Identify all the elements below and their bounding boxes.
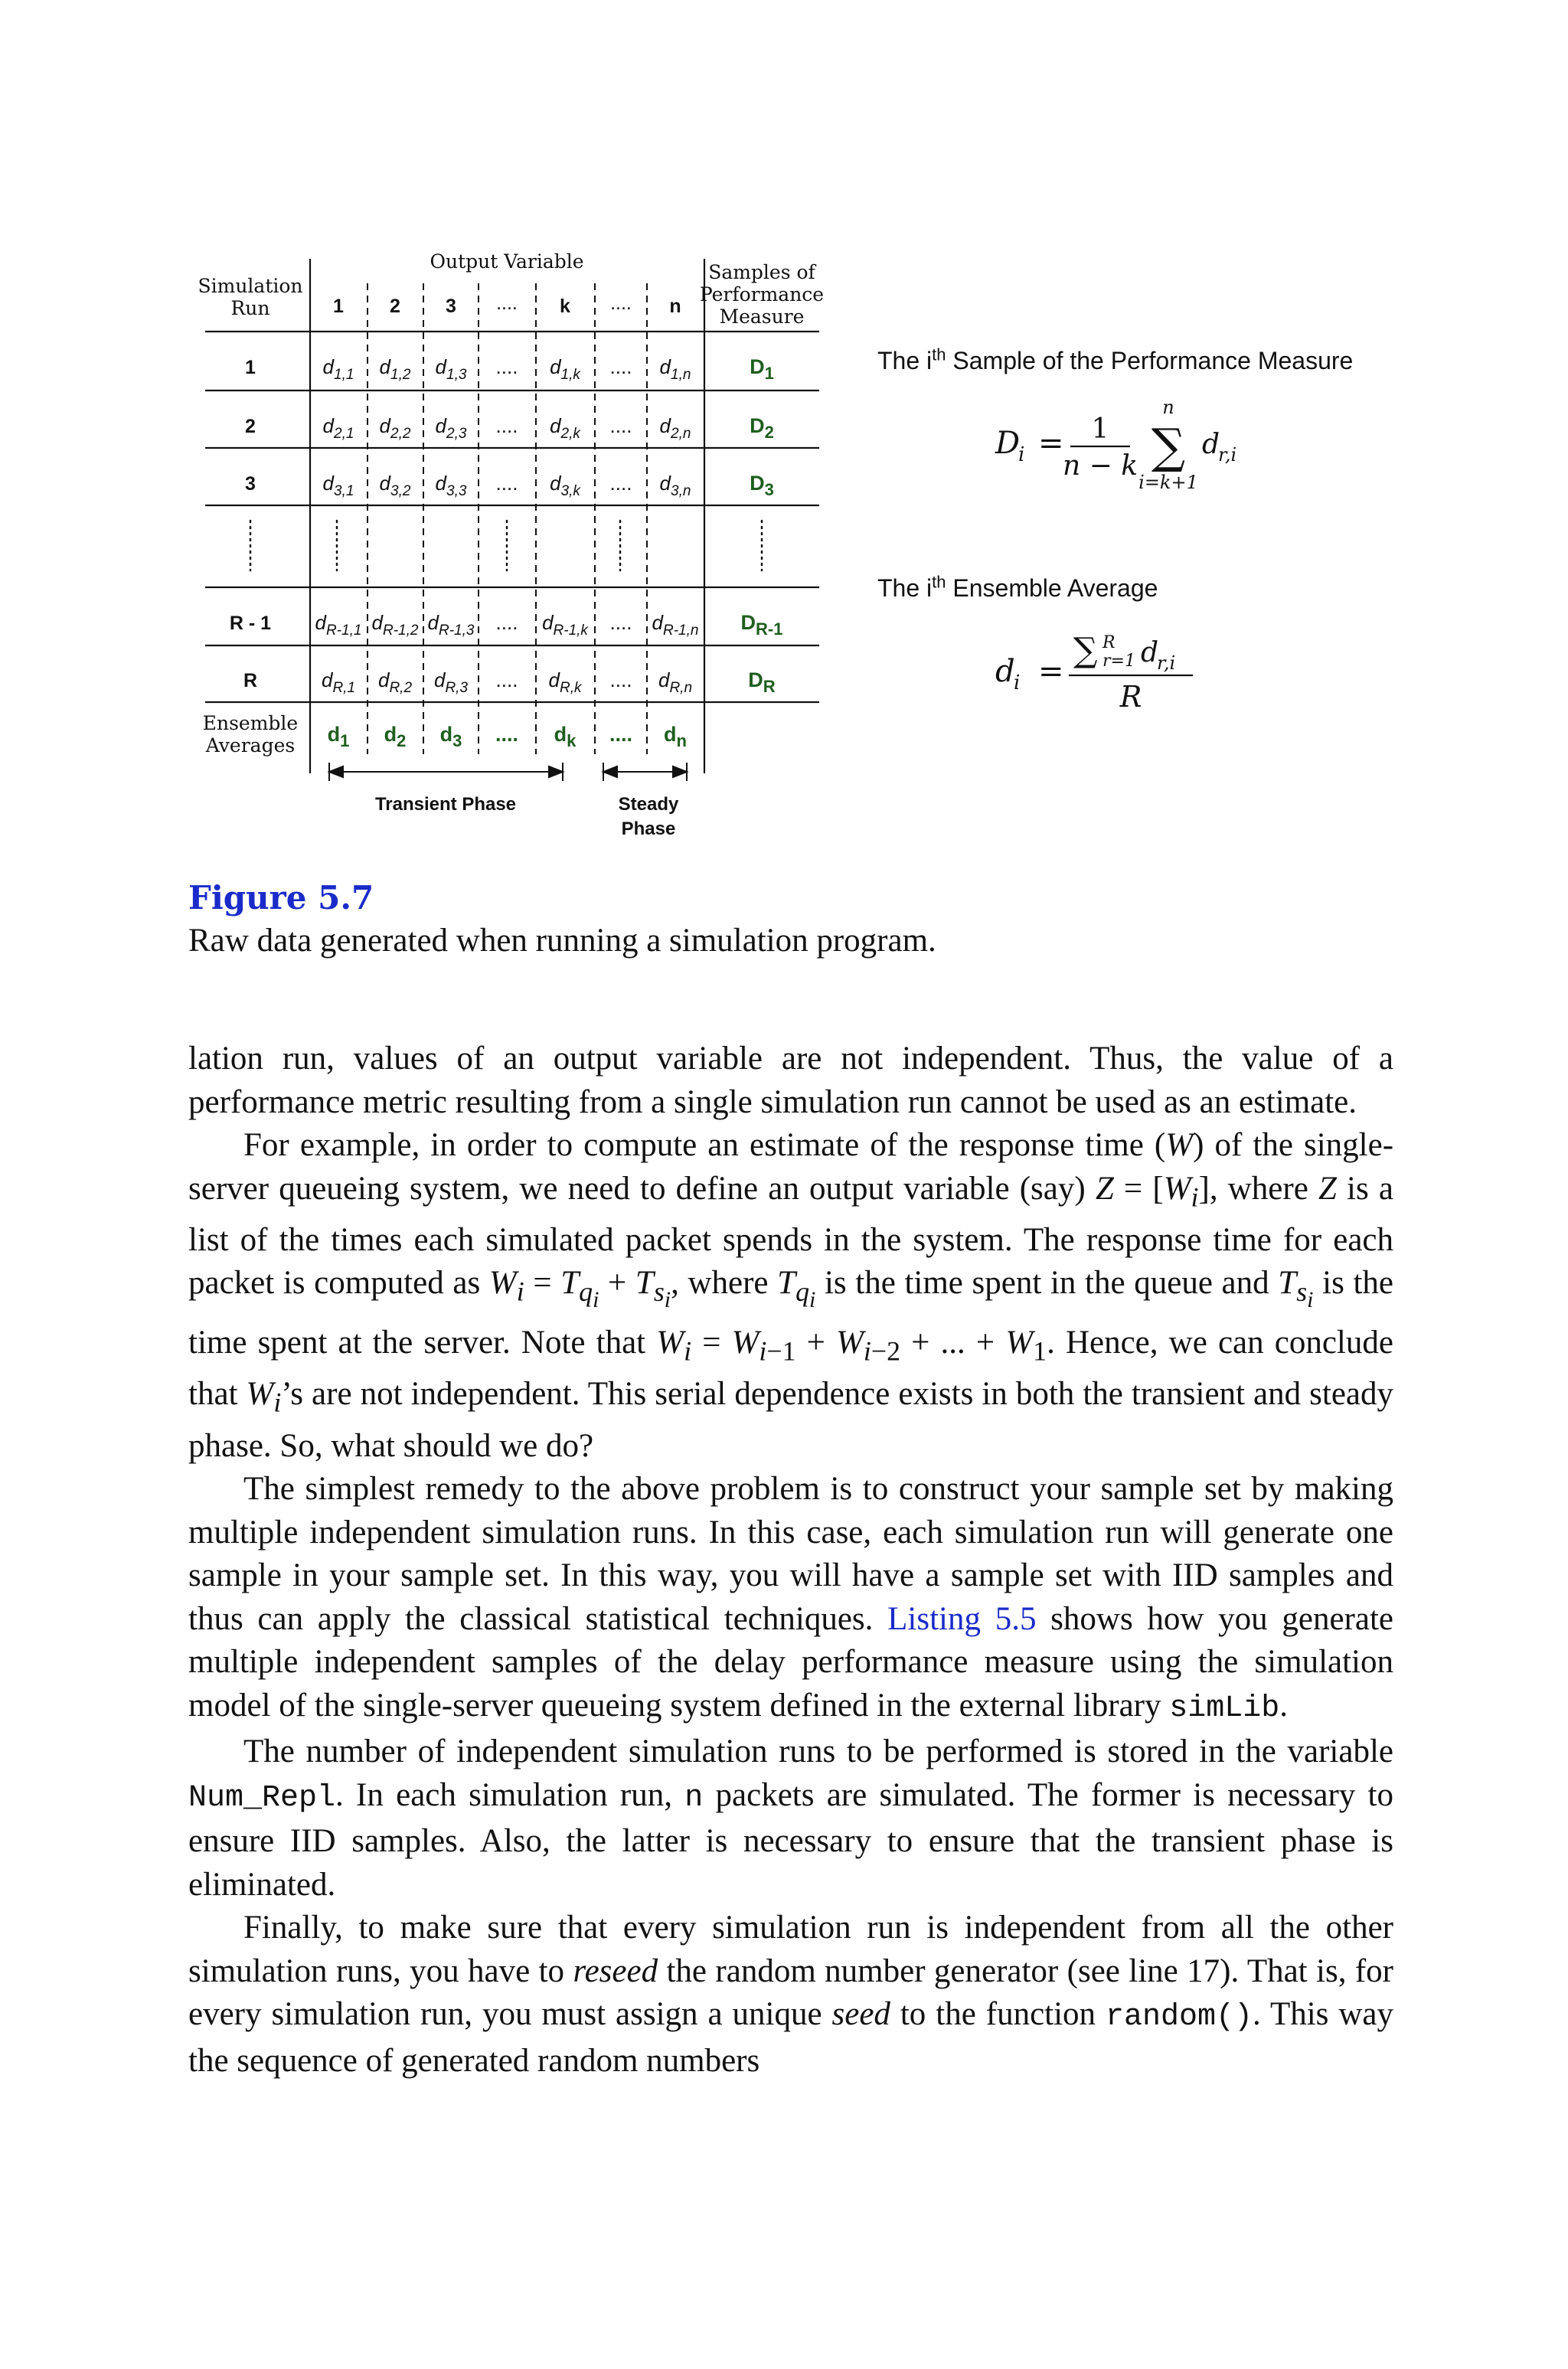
table-cell: $d_{R,n}$ [658, 668, 693, 696]
ensemble-average: $d_3$ [439, 723, 462, 750]
ensemble-label-line2: Averages [205, 734, 296, 756]
simulation-run-header-line2: Run [230, 297, 270, 319]
ensemble-average: .... [495, 723, 519, 746]
svg-text:n: n [1162, 397, 1174, 418]
simulation-data-table [0, 0, 1568, 858]
ensemble-average: .... [609, 723, 633, 746]
table-cell: $d_{1,k}$ [550, 355, 580, 383]
table-cell: .... [609, 355, 632, 378]
table-cell: .... [609, 611, 632, 634]
formula-sample-equation [988, 390, 1263, 505]
formula-sample-title: The $i^{th}$ Sample of the Performance Measure [877, 345, 1354, 374]
table-cell: $d_{3,k}$ [550, 472, 580, 499]
samples-header-line3: Measure [719, 306, 805, 328]
ensemble-average: $d_1$ [327, 723, 350, 750]
ensemble-average: $d_n$ [664, 723, 687, 750]
samples-header-line1: Samples of [708, 261, 815, 283]
samples-header-line2: Performance [699, 283, 825, 306]
column-header: 2 [390, 296, 400, 317]
simulation-run-header-line1: Simulation [198, 275, 303, 297]
svg-text:i: i [1018, 443, 1025, 466]
svg-text:D: D [995, 426, 1021, 461]
table-cell: $d_{1,2}$ [379, 355, 411, 383]
column-header: .... [610, 292, 632, 314]
svg-text:R: R [1119, 680, 1142, 714]
table-cell: $d_{1,n}$ [659, 355, 691, 383]
column-header: .... [496, 292, 518, 314]
ensemble-label-line1: Ensemble [202, 712, 299, 734]
table-cell: $d_{3,1}$ [322, 472, 354, 499]
table-cell: $d_{R-1,2}$ [371, 611, 419, 639]
column-header: 1 [333, 296, 344, 317]
svg-text:=: = [1038, 654, 1064, 689]
steady-phase-label-line1: Steady [618, 794, 679, 815]
table-cell: $d_{3,2}$ [379, 472, 411, 499]
table-cell: .... [495, 355, 518, 378]
table-cell: .... [609, 414, 632, 437]
table-cell: $d_{R-1,3}$ [427, 611, 475, 639]
table-cell: .... [495, 472, 518, 495]
svg-text:i: i [1014, 671, 1021, 694]
svg-text:r,i: r,i [1218, 444, 1237, 466]
svg-text:d: d [1141, 637, 1159, 668]
table-cell: .... [495, 414, 518, 437]
table-cell: $d_{3,3}$ [435, 472, 467, 499]
paragraph: The number of independent simulation runs to be performed is stored in the variable Num_Repl. In each simulation run, n packets are simulated. The former is necessary to ensure IID samples. Also, the latter is necessary to ensure that the transient phase is eliminated. [188, 1733, 1393, 1903]
performance-sample: $D_3$ [750, 472, 774, 499]
column-header: 3 [446, 296, 456, 317]
paragraph: Finally, to make sure that every simulation run is independent from all the other simulation runs, you have to reseed the random number generator (see line 17). That is, for every simulation run, you must assign a unique seed to the function random(). This way the sequence of generated random numbers [188, 1910, 1394, 2079]
table-cell: $d_{3,n}$ [659, 472, 691, 499]
svg-text:R: R [1102, 633, 1116, 652]
svg-text:r,i: r,i [1157, 652, 1176, 674]
table-cell: $d_{2,k}$ [550, 414, 580, 442]
table-cell: $d_{R,k}$ [548, 668, 582, 696]
table-cell: .... [609, 668, 632, 691]
performance-sample: $D_R$ [748, 668, 776, 696]
svg-text:1: 1 [1091, 413, 1109, 445]
svg-text:i=k+1: i=k+1 [1138, 472, 1198, 493]
table-cell: $d_{2,1}$ [322, 414, 354, 442]
table-cell: $d_{R-1,1}$ [315, 611, 362, 639]
svg-text:d: d [1202, 429, 1220, 460]
body-text [188, 1037, 1393, 2083]
table-cell: $d_{R,3}$ [433, 668, 469, 696]
formula-ensemble-title: The $i^{th}$ Ensemble Average [877, 572, 1158, 602]
table-cell: .... [495, 668, 518, 691]
figure-caption-label: Figure 5.7 [188, 879, 374, 917]
steady-phase-label-line2: Phase [621, 819, 676, 839]
svg-text:r=1: r=1 [1102, 652, 1135, 671]
row-label: 1 [245, 357, 256, 378]
svg-text:n − k: n − k [1062, 450, 1138, 482]
table-cell: $d_{2,2}$ [379, 414, 411, 442]
table-cell: $d_{1,3}$ [435, 355, 467, 383]
performance-sample: $D_2$ [750, 414, 774, 442]
formula-ensemble-equation [988, 619, 1263, 734]
row-label: R - 1 [229, 613, 272, 634]
ensemble-average: $d_k$ [554, 723, 577, 750]
table-cell: .... [495, 611, 518, 634]
svg-text:∑: ∑ [1073, 631, 1098, 670]
table-cell: $d_{R,2}$ [377, 668, 413, 696]
output-variable-header: Output Variable [430, 250, 584, 273]
row-label: 2 [245, 416, 256, 437]
table-cell: $d_{2,3}$ [435, 414, 467, 442]
performance-sample: $D_{R-1}$ [740, 611, 783, 639]
table-cell: $d_{2,n}$ [659, 414, 691, 442]
svg-text:∑: ∑ [1151, 418, 1186, 474]
table-cell: $d_{1,1}$ [322, 355, 354, 383]
svg-text:d: d [995, 654, 1015, 689]
ensemble-average: $d_2$ [384, 723, 407, 750]
figure-caption-text: Raw data generated when running a simulation program. [188, 923, 936, 959]
column-header: k [560, 296, 570, 317]
performance-sample: $D_1$ [750, 355, 774, 383]
paragraph: lation run, values of an output variable are not independent. Thus, the value of a performance metric resulting from a single simulation run cannot be used as an estimate. [188, 1041, 1393, 1120]
paragraph: The simplest remedy to the above problem is to construct your sample set by making multiple independent simulation runs. In this case, each simulation run will generate one sample in your sample set. In this way, you will have a sample set with IID samples and thus can apply the classical statistical techniques. Listing 5.5 shows how you generate multiple independent samples of the delay performance measure using the simulation model of the single-server queueing system defined in the external library simLib. [188, 1471, 1394, 1726]
row-label: 3 [245, 473, 256, 495]
transient-phase-label: Transient Phase [374, 794, 517, 815]
table-cell: $d_{R,1}$ [321, 668, 356, 696]
table-cell: $d_{R-1,n}$ [652, 611, 699, 639]
svg-text:=: = [1038, 426, 1064, 461]
column-header: n [669, 296, 681, 317]
row-label: R [243, 670, 258, 691]
paragraph: For example, in order to compute an estimate of the response time (W) of the single-server queueing system, we need to define an output variable (say) $Z = [W_i]$, where Z is a list of the times each simulated packet spends in the system. The response time for each packet is computed as $W_i = T_{q_i} + T_{s_i}$, where $T_{q_i}$ is the time spent in the queue and $T_{s_i}$ is the time spent at the server. Note that $W_i = W_{i-1} + W_{i-2}$ + ... + $W_1$. Hence, we can conclude that $W_i’s$ are not independent. This serial dependence exists in both the transient and steady phase. So, what should we do? [188, 1127, 1394, 1464]
table-cell: .... [609, 472, 632, 495]
listing-link[interactable]: Listing 5.5 [887, 1600, 1037, 1637]
table-cell: $d_{R-1,k}$ [542, 611, 588, 639]
